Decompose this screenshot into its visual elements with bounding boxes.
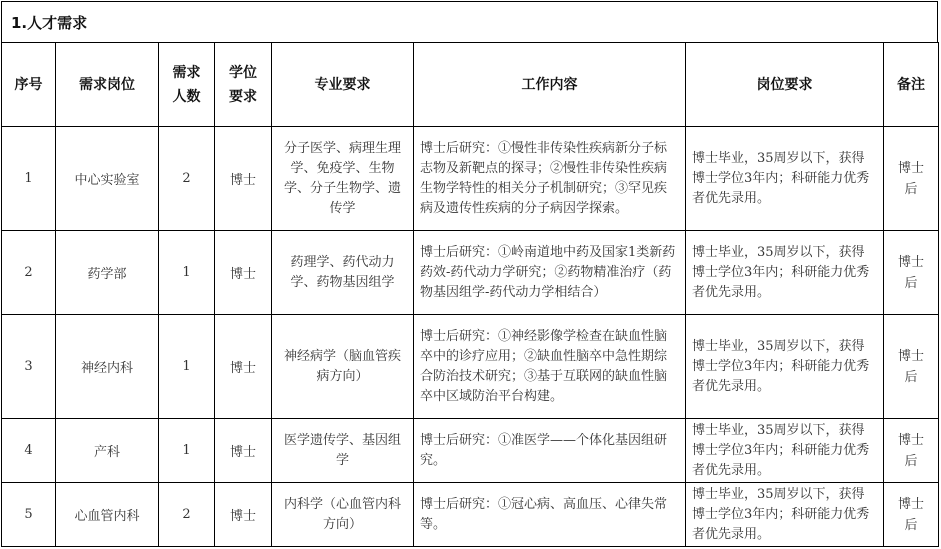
row-no: 3 xyxy=(2,315,56,419)
row-work: 博士后研究：①神经影像学检查在缺血性脑卒中的诊疗应用；②缺血性脑卒中急性期综合防治技术研究；③基于互联网的缺血性脑卒中区域防治平台构建。 xyxy=(414,315,686,419)
header-count-line1: 需求 xyxy=(172,64,201,81)
row-work: 博士后研究：①准医学——个体化基因组研究。 xyxy=(414,419,686,483)
row-degree: 博士 xyxy=(215,483,272,547)
row-note xyxy=(884,419,939,483)
row-note-line1: 博士 xyxy=(897,432,924,448)
row-note-line1: 博士 xyxy=(897,160,924,176)
row-requirement: 博士毕业，35周岁以下，获得博士学位3年内；科研能力优秀者优先录用。 xyxy=(686,419,884,483)
row-note-line2: 后 xyxy=(904,369,918,385)
talent-demand-document xyxy=(1,1,938,547)
row-degree: 博士 xyxy=(215,419,272,483)
header-note: 备注 xyxy=(884,43,939,127)
row-note-line1: 博士 xyxy=(897,254,924,270)
table-row xyxy=(2,419,939,483)
row-note-line2: 后 xyxy=(904,275,918,291)
section-title: 1.人才需求 xyxy=(1,1,938,42)
row-post: 心血管内科 xyxy=(56,483,159,547)
table-row xyxy=(2,315,939,419)
row-post: 神经内科 xyxy=(56,315,159,419)
row-major: 神经病学（脑血管疾病方向） xyxy=(272,315,414,419)
row-post: 中心实验室 xyxy=(56,127,159,231)
row-note-line1: 博士 xyxy=(897,496,924,512)
demand-table xyxy=(1,42,939,547)
header-row xyxy=(2,43,939,127)
header-count-line2: 人数 xyxy=(172,88,201,105)
header-major: 专业要求 xyxy=(272,43,414,127)
row-count: 1 xyxy=(159,315,215,419)
row-major: 内科学（心血管内科方向） xyxy=(272,483,414,547)
header-count xyxy=(159,43,215,127)
row-count: 1 xyxy=(159,231,215,315)
row-no: 1 xyxy=(2,127,56,231)
row-no: 4 xyxy=(2,419,56,483)
row-note-line2: 后 xyxy=(904,453,918,469)
row-degree: 博士 xyxy=(215,231,272,315)
row-work: 博士后研究：①慢性非传染性疾病新分子标志物及新靶点的探寻；②慢性非传染性疾病生物学特性的相关分子机制研究；③罕见疾病及遗传性疾病的分子病因学探索。 xyxy=(414,127,686,231)
row-post: 药学部 xyxy=(56,231,159,315)
table-row xyxy=(2,127,939,231)
row-note-line2: 后 xyxy=(904,517,918,533)
row-major: 医学遗传学、基因组学 xyxy=(272,419,414,483)
row-note xyxy=(884,315,939,419)
table-row xyxy=(2,231,939,315)
row-post: 产科 xyxy=(56,419,159,483)
row-work: 博士后研究：①冠心病、高血压、心律失常等。 xyxy=(414,483,686,547)
row-requirement: 博士毕业，35周岁以下，获得博士学位3年内；科研能力优秀者优先录用。 xyxy=(686,483,884,547)
row-work: 博士后研究：①岭南道地中药及国家1类新药药效-药代动力学研究；②药物精准治疗（药物基因组学-药代动力学相结合） xyxy=(414,231,686,315)
row-degree: 博士 xyxy=(215,315,272,419)
row-note xyxy=(884,483,939,547)
row-no: 5 xyxy=(2,483,56,547)
row-major: 分子医学、病理生理学、免疫学、生物学、分子生物学、遗传学 xyxy=(272,127,414,231)
header-requirement: 岗位要求 xyxy=(686,43,884,127)
row-requirement: 博士毕业，35周岁以下，获得博士学位3年内；科研能力优秀者优先录用。 xyxy=(686,127,884,231)
row-no: 2 xyxy=(2,231,56,315)
row-count: 1 xyxy=(159,419,215,483)
header-degree-line2: 要求 xyxy=(229,88,257,105)
row-note xyxy=(884,231,939,315)
header-degree-line1: 学位 xyxy=(229,64,257,81)
row-requirement: 博士毕业，35周岁以下，获得博士学位3年内；科研能力优秀者优先录用。 xyxy=(686,315,884,419)
header-degree xyxy=(215,43,272,127)
row-major: 药理学、药代动力学、药物基因组学 xyxy=(272,231,414,315)
row-requirement: 博士毕业，35周岁以下，获得博士学位3年内；科研能力优秀者优先录用。 xyxy=(686,231,884,315)
row-degree: 博士 xyxy=(215,127,272,231)
row-note-line2: 后 xyxy=(904,181,918,197)
row-note xyxy=(884,127,939,231)
row-count: 2 xyxy=(159,483,215,547)
header-work: 工作内容 xyxy=(414,43,686,127)
table-row xyxy=(2,483,939,547)
header-post: 需求岗位 xyxy=(56,43,159,127)
row-count: 2 xyxy=(159,127,215,231)
row-note-line1: 博士 xyxy=(897,348,924,364)
header-no: 序号 xyxy=(2,43,56,127)
